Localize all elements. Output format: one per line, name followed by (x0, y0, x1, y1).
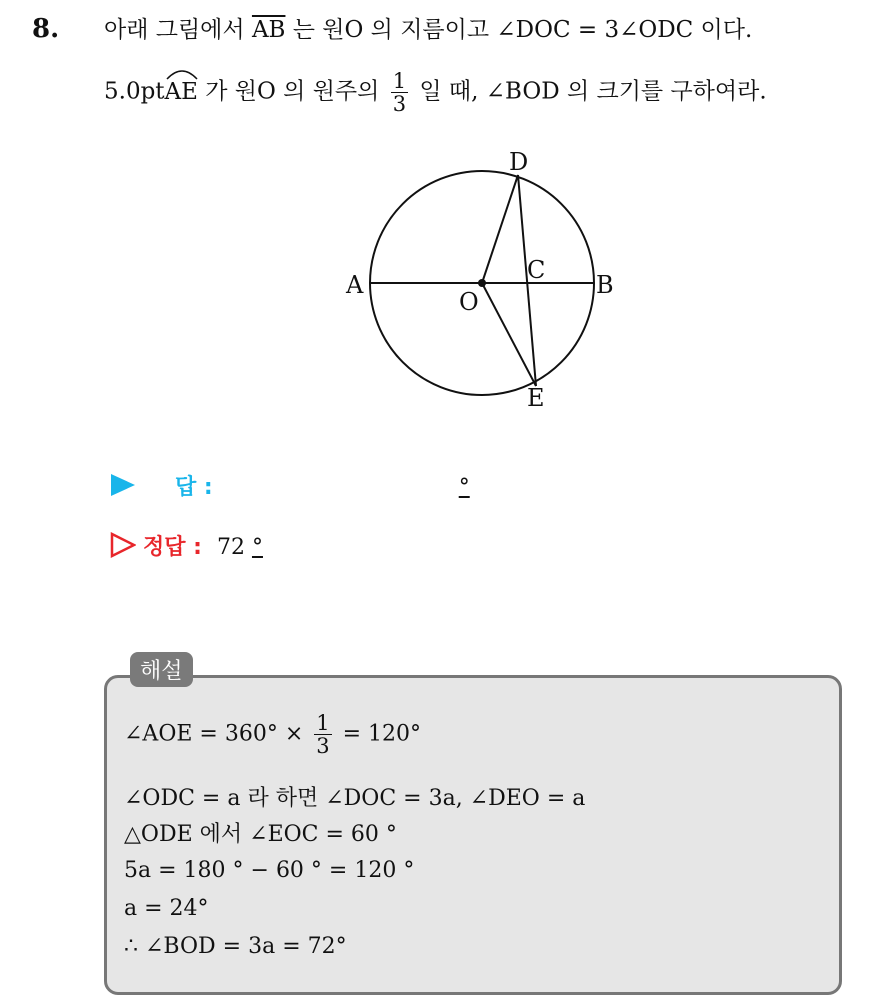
arc-icon (165, 66, 199, 80)
question-line-1 (104, 14, 752, 46)
fraction (314, 712, 331, 757)
question-text-part: 5.0pt (104, 78, 165, 105)
explanation-line-5: a = 24° (124, 896, 209, 921)
circle-diagram (330, 148, 630, 418)
question-text-part: 가 원O 의 원주의 (197, 78, 387, 105)
explanation-line-1 (124, 712, 421, 757)
fraction-numerator: 1 (392, 69, 407, 93)
arc-ae-label: AE (164, 78, 198, 105)
label-d: D (509, 148, 529, 176)
filled-triangle-right-icon (110, 473, 136, 497)
explanation-text: ∠AOE = 360° × (124, 721, 311, 747)
answer-unit: ° (458, 475, 470, 500)
explanation-text: = 120° (335, 721, 422, 747)
center-point (478, 279, 486, 287)
question-text-part: 는 원O 의 지름이고 ∠DOC = 3∠ODC 이다. (285, 17, 753, 43)
fraction-denominator: 3 (316, 734, 330, 758)
explanation-line-3: △ODE 에서 ∠EOC = 60 ° (124, 822, 397, 847)
correct-unit: ° (251, 535, 263, 560)
label-b: B (596, 271, 614, 299)
label-a: A (346, 271, 364, 299)
fraction (391, 70, 408, 115)
segment-ab: $\overline{AB}$ (251, 17, 286, 43)
answer-row (110, 470, 470, 501)
question-line-2 (104, 70, 767, 115)
explanation-line-2: ∠ODC = a 라 하면 ∠DOC = 3a, ∠DEO = a (124, 786, 586, 811)
explanation-line-6: ∴ ∠BOD = 3a = 72° (124, 934, 347, 959)
outline-triangle-right-icon (110, 532, 136, 558)
arc-ae (165, 76, 198, 108)
question-text-part: 아래 그림에서 (104, 17, 252, 43)
fraction-numerator: 1 (316, 711, 330, 735)
correct-answer-row (110, 530, 263, 561)
segment-od (482, 175, 518, 283)
answer-label: 답 : (175, 475, 213, 500)
explanation-tag: 해설 (130, 652, 193, 687)
label-c: C (527, 256, 546, 284)
explanation-line-4: 5a = 180 ° − 60 ° = 120 ° (124, 858, 415, 883)
fraction-denominator: 3 (392, 92, 407, 116)
correct-value: 72 (216, 535, 245, 560)
correct-label: 정답 : (143, 535, 202, 560)
question-number: 8. (32, 14, 60, 44)
label-e: E (527, 384, 545, 412)
question-text-part: 일 때, ∠BOD 의 크기를 구하여라. (412, 78, 767, 105)
label-o: O (459, 288, 479, 316)
